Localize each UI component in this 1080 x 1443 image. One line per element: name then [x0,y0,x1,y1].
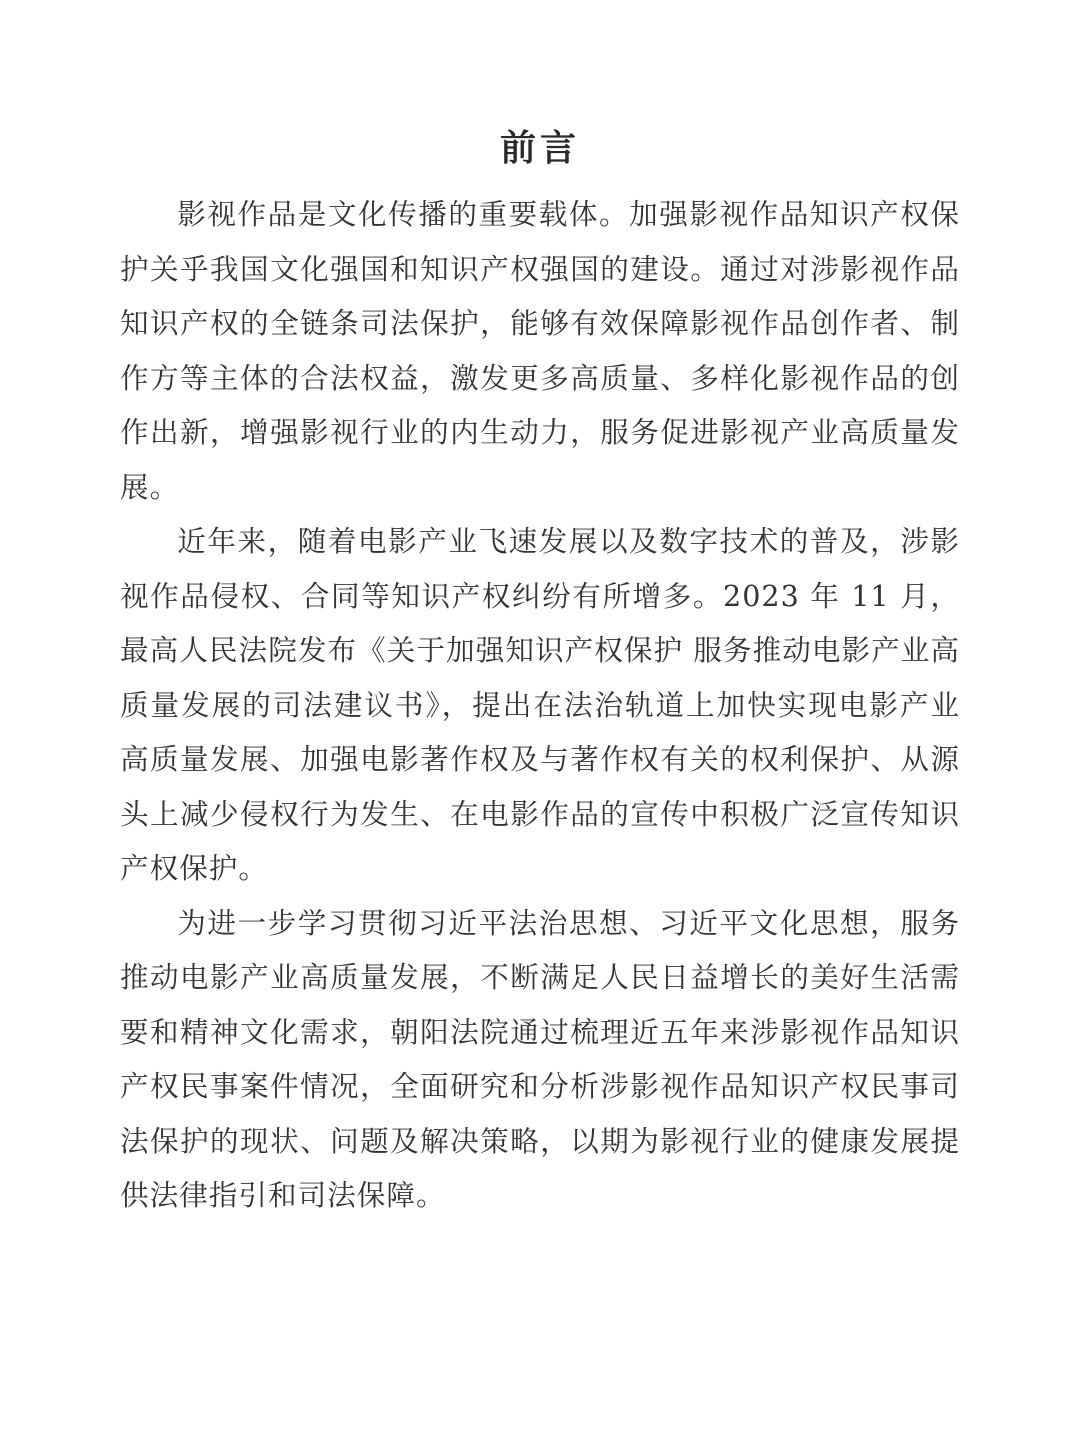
document-body [120,187,960,1223]
paragraph: 近年来，随着电影产业飞速发展以及数字技术的普及，涉影视作品侵权、合同等知识产权纠纷有所增多。2023 年 11 月，最高人民法院发布《关于加强知识产权保护 服务推动电影产业高质量发展的司法建议书》，提出在法治轨道上加快实现电影产业高质量发展、加强电影著作权及与著作权有关的权利保护、从源头上减少侵权行为发生、在电影作品的宣传中积极广泛宣传知识产权保护。 [120,524,960,885]
paragraph: 为进一步学习贯彻习近平法治思想、习近平文化思想，服务推动电影产业高质量发展，不断满足人民日益增长的美好生活需要和精神文化需求，朝阳法院通过梳理近五年来涉影视作品知识产权民事案件情况，全面研究和分析涉影视作品知识产权民事司法保护的现状、问题及解决策略，以期为影视行业的健康发展提供法律指引和司法保障。 [120,905,960,1212]
page-title: 前言 [499,127,580,169]
paragraph: 影视作品是文化传播的重要载体。加强影视作品知识产权保护关乎我国文化强国和知识产权强国的建设。通过对涉影视作品知识产权的全链条司法保护，能够有效保障影视作品创作者、制作方等主体的合法权益，激发更多高质量、多样化影视作品的创作出新，增强影视行业的内生动力，服务促进影视产业高质量发展。 [120,197,960,504]
